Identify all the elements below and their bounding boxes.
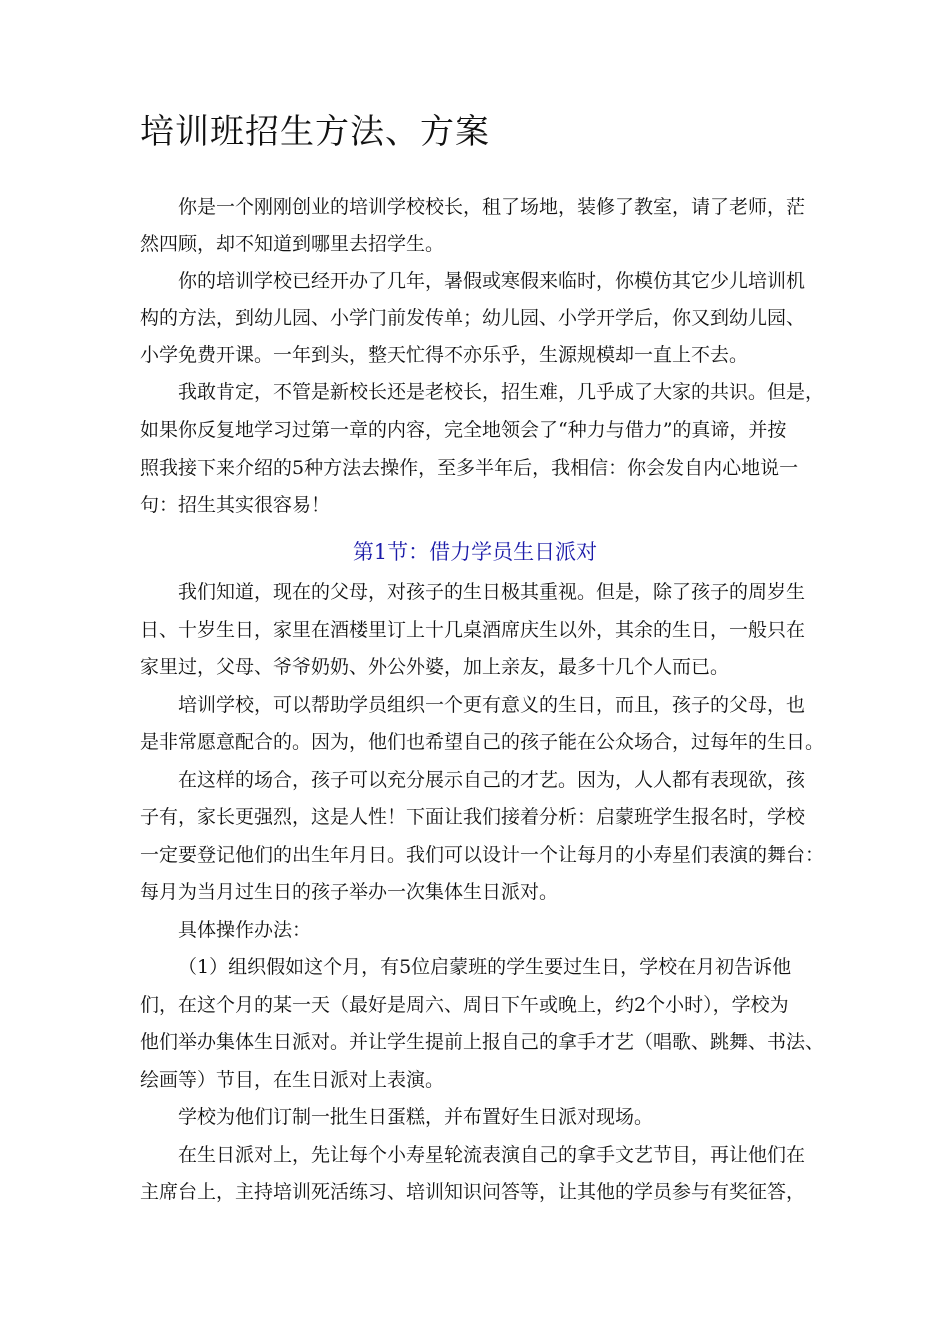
body-line: 主席台上，主持培训死活练习、培训知识问答等，让其他的学员参与有奖征答， [140,1181,806,1203]
body-line: 是非常愿意配合的。因为，他们也希望自己的孩子能在公众场合，过每年的生日。 [140,731,825,753]
body-line: 每月为当月过生日的孩子举办一次集体生日派对。 [140,881,559,903]
body-line: 他们举办集体生日派对。并让学生提前上报自己的拿手才艺（唱歌、跳舞、书法、 [140,1031,825,1053]
body-line: 在生日派对上，先让每个小寿星轮流表演自己的拿手文艺节目，再让他们在 [178,1144,806,1166]
intro-line: 你是一个刚刚创业的培训学校校长，租了场地，装修了教室，请了老师，茫 [178,196,806,218]
intro-line: 我敢肯定，不管是新校长还是老校长，招生难，几乎成了大家的共识。但是， [178,381,825,403]
intro-line: 句：招生其实很容易！ [140,494,331,516]
body-line: 学校为他们订制一批生日蛋糕，并布置好生日派对现场。 [178,1106,654,1128]
intro-line: 构的方法，到幼儿园、小学门前发传单；幼儿园、小学开学后，你又到幼儿园、 [140,307,806,329]
body-line: 家里过，父母、爷爷奶奶、外公外婆，加上亲友，最多十几个人而已。 [140,656,730,678]
body-line: 子有，家长更强烈，这是人性！下面让我们接着分析：启蒙班学生报名时，学校 [140,806,806,828]
intro-line: 你的培训学校已经开办了几年，暑假或寒假来临时，你模仿其它少儿培训机 [178,270,806,292]
body-line: 我们知道，现在的父母，对孩子的生日极其重视。但是，除了孩子的周岁生 [178,581,806,603]
intro-line: 如果你反复地学习过第一章的内容，完全地领会了“种力与借力”的真谛，并按 [140,419,787,441]
intro-line: 然四顾，却不知道到哪里去招学生。 [140,233,445,255]
document-title: 培训班招生方法、方案 [140,112,490,152]
body-line: 们，在这个月的某一天（最好是周六、周日下午或晚上，约2个小时），学校为 [140,994,789,1016]
intro-line: 小学免费开课。一年到头，整天忙得不亦乐乎，生源规模却一直上不去。 [140,344,749,366]
body-line: （1）组织假如这个月，有5位启蒙班的学生要过生日，学校在月初告诉他 [178,956,792,978]
section-heading: 第1节：借力学员生日派对 [352,540,598,564]
body-line: 一定要登记他们的出生年月日。我们可以设计一个让每月的小寿星们表演的舞台： [140,844,825,866]
intro-line: 照我接下来介绍的5种方法去操作，至多半年后，我相信：你会发自内心地说一 [140,457,799,479]
body-line: 绘画等）节目，在生日派对上表演。 [140,1069,445,1091]
body-line: 日、十岁生日，家里在酒楼里订上十几桌酒席庆生以外，其余的生日，一般只在 [140,619,806,641]
body-line: 在这样的场合，孩子可以充分展示自己的才艺。因为，人人都有表现欲，孩 [178,769,806,791]
body-line: 培训学校，可以帮助学员组织一个更有意义的生日，而且，孩子的父母，也 [178,694,806,716]
body-line: 具体操作办法： [178,919,312,941]
